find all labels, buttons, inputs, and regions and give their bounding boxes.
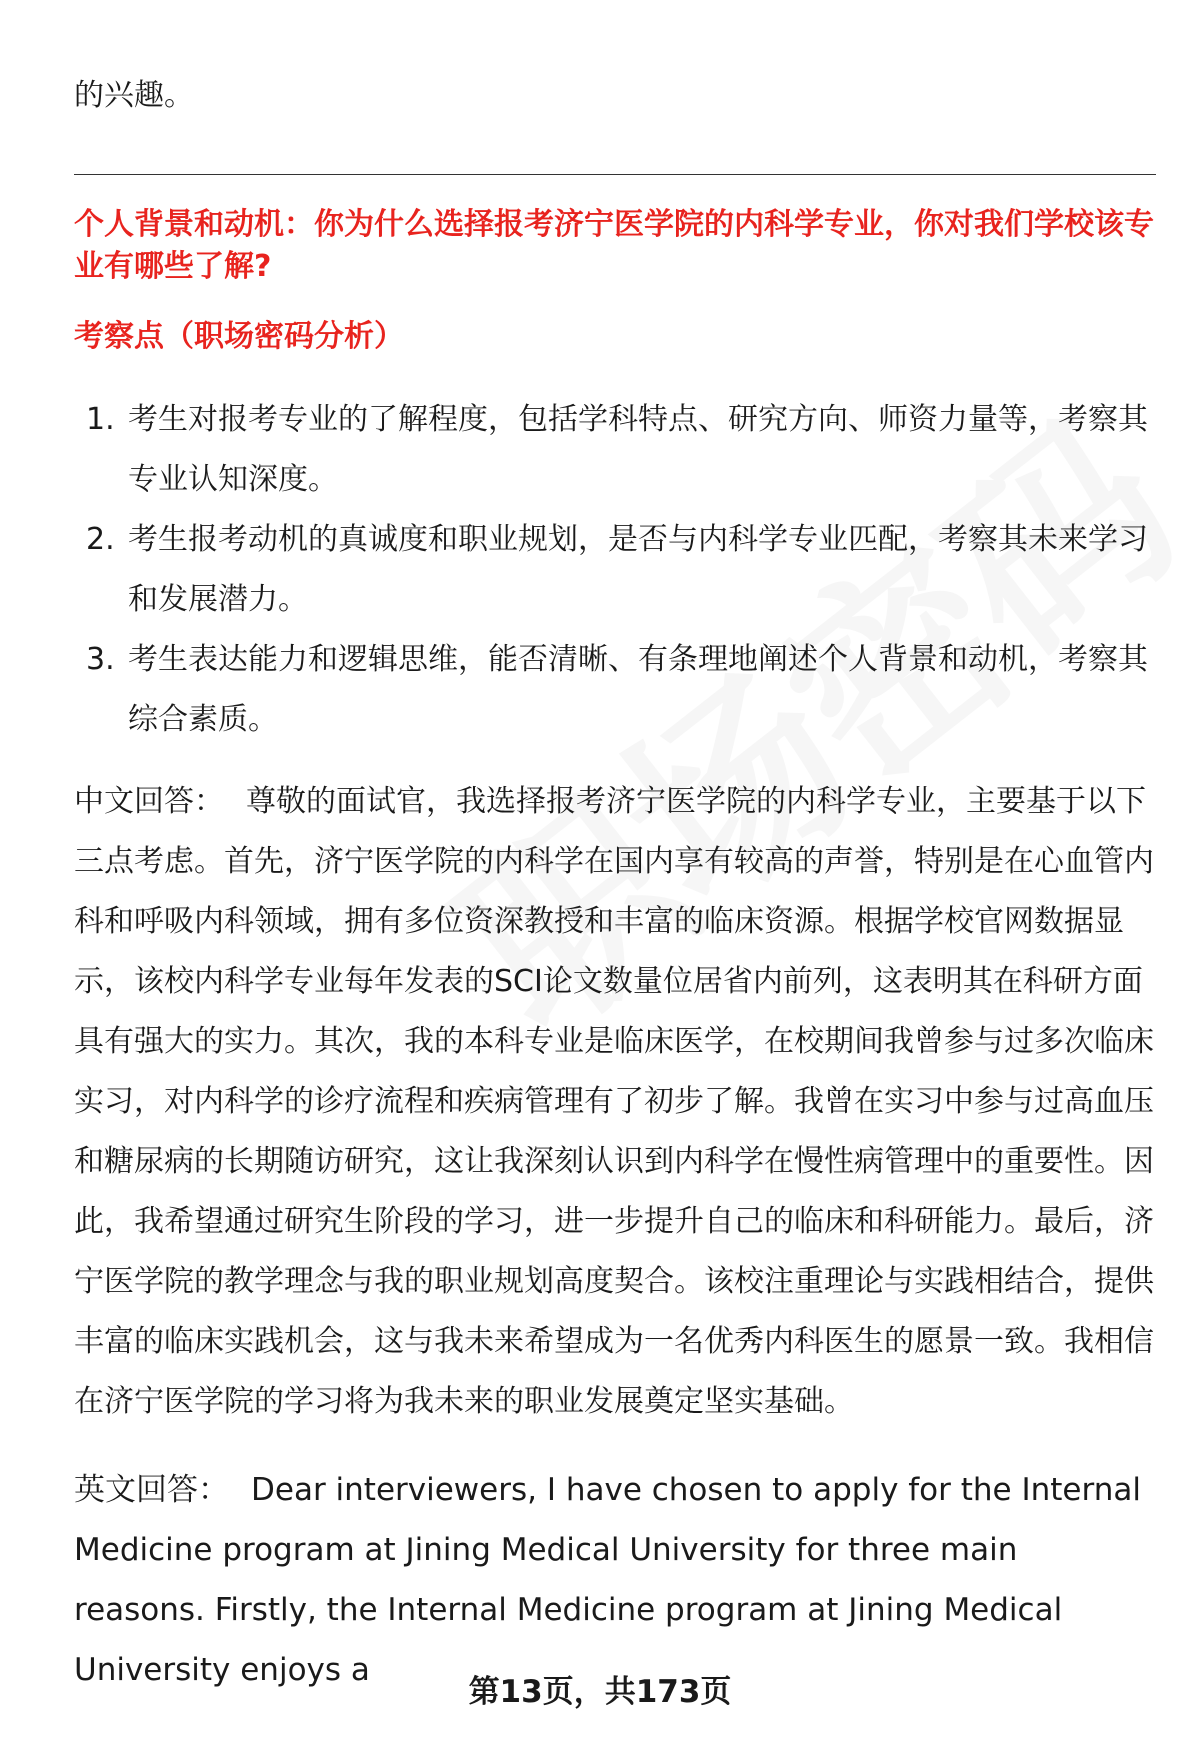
english-answer-text: Dear interviewers, I have chosen to apply for the Internal Medicine program at Jining Medical University for three main reasons. Firstly, the Internal Medicine program at Jining Medical University enjoys a: [74, 1472, 1141, 1688]
english-answer-paragraph: [74, 1460, 1154, 1700]
assessment-point: [74, 390, 1156, 510]
english-answer-label: 英文回答：: [74, 1472, 229, 1508]
page-number-footer: 第13页，共173页: [468, 1674, 732, 1710]
assessment-point: [74, 630, 1156, 750]
assessment-heading: 考察点（职场密码分析）: [74, 319, 404, 354]
assessment-point: [74, 510, 1156, 630]
chinese-answer-paragraph: [74, 772, 1154, 1432]
assessment-points-list: [74, 390, 1156, 750]
chinese-answer-label: 中文回答：: [74, 784, 224, 819]
point-text: 考生对报考专业的了解程度，包括学科特点、研究方向、师资力量等，考察其专业认知深度。: [128, 402, 1148, 497]
intro-tail-text: 的兴趣。: [74, 78, 194, 113]
point-number: 3.: [86, 642, 115, 677]
point-number: 2.: [86, 522, 115, 557]
point-number: 1.: [86, 402, 115, 437]
point-text: 考生报考动机的真诚度和职业规划，是否与内科学专业匹配，考察其未来学习和发展潜力。: [128, 522, 1148, 617]
chinese-answer-text: 尊敬的面试官，我选择报考济宁医学院的内科学专业，主要基于以下三点考虑。首先，济宁医学院的内科学在国内享有较高的声誉，特别是在心血管内科和呼吸内科领域，拥有多位资深教授和丰富的临床资源。根据学校官网数据显示，该校内科学专业每年发表的SCI论文数量位居省内前列，这表明其在科研方面具有强大的实力。其次，我的本科专业是临床医学，在校期间我曾参与过多次临床实习，对内科学的诊疗流程和疾病管理有了初步了解。我曾在实习中参与过高血压和糖尿病的长期随访研究，这让我深刻认识到内科学在慢性病管理中的重要性。因此，我希望通过研究生阶段的学习，进一步提升自己的临床和科研能力。最后，济宁医学院的教学理念与我的职业规划高度契合。该校注重理论与实践相结合，提供丰富的临床实践机会，这与我未来希望成为一名优秀内科医生的愿景一致。我相信在济宁医学院的学习将为我未来的职业发展奠定坚实基础。: [74, 784, 1154, 1419]
point-text: 考生表达能力和逻辑思维，能否清晰、有条理地阐述个人背景和动机，考察其综合素质。: [128, 642, 1148, 737]
section-divider: [74, 174, 1156, 175]
question-heading: 个人背景和动机：你为什么选择报考济宁医学院的内科学专业，你对我们学校该专业有哪些了解?: [74, 207, 1154, 284]
